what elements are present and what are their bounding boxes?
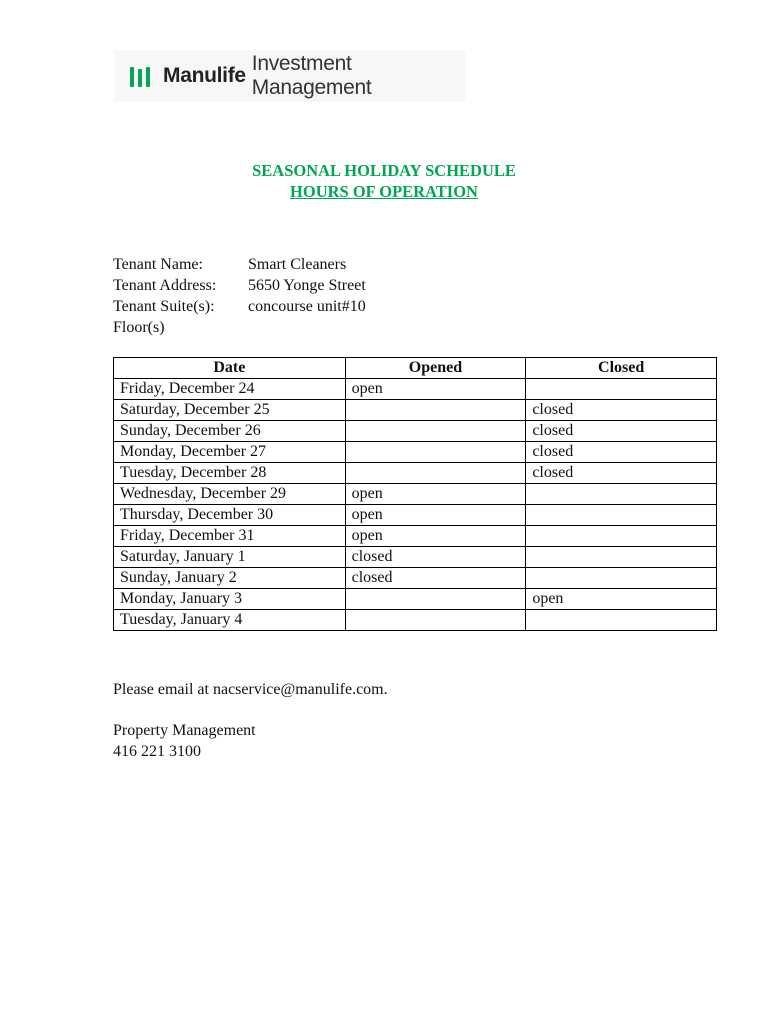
opened-cell <box>345 463 526 484</box>
table-row <box>114 421 717 442</box>
tenant-name-value: Smart Cleaners <box>248 256 347 273</box>
table-header-row <box>114 358 717 379</box>
document-subtitle-text: HOURS OF OPERATION <box>290 182 478 201</box>
date-cell: Friday, December 31 <box>114 526 346 547</box>
document-subtitle <box>0 182 768 202</box>
company-logo <box>114 50 466 102</box>
table-row <box>114 568 717 589</box>
tenant-name-row <box>113 254 366 275</box>
property-management-phone: 416 221 3100 <box>113 743 201 760</box>
table-row <box>114 442 717 463</box>
closed-cell: open <box>526 589 717 610</box>
date-cell: Monday, December 27 <box>114 442 346 463</box>
opened-cell <box>345 589 526 610</box>
tenant-suite-row <box>113 296 366 317</box>
property-management-name: Property Management <box>113 722 256 739</box>
tenant-suite-value: concourse unit#10 <box>248 298 366 315</box>
tenant-suite-label: Tenant Suite(s): <box>113 298 215 315</box>
opened-cell <box>345 400 526 421</box>
closed-cell <box>526 547 717 568</box>
tenant-name-label: Tenant Name: <box>113 256 203 273</box>
tenant-address-row <box>113 275 366 296</box>
opened-cell: open <box>345 379 526 400</box>
manulife-bars-icon <box>130 65 150 87</box>
logo-brand: Manulife <box>163 64 246 87</box>
opened-cell <box>345 610 526 631</box>
holiday-schedule-table <box>113 357 717 631</box>
opened-cell: closed <box>345 568 526 589</box>
document-title: SEASONAL HOLIDAY SCHEDULE <box>252 161 516 180</box>
date-cell: Tuesday, December 28 <box>114 463 346 484</box>
header-opened: Opened <box>345 358 526 379</box>
table-row <box>114 526 717 547</box>
table-row <box>114 610 717 631</box>
closed-cell <box>526 568 717 589</box>
date-cell: Saturday, January 1 <box>114 547 346 568</box>
opened-cell: open <box>345 526 526 547</box>
date-cell: Wednesday, December 29 <box>114 484 346 505</box>
table-row <box>114 505 717 526</box>
closed-cell <box>526 379 717 400</box>
date-cell: Sunday, January 2 <box>114 568 346 589</box>
date-cell: Sunday, December 26 <box>114 421 346 442</box>
table-row <box>114 547 717 568</box>
date-cell: Friday, December 24 <box>114 379 346 400</box>
table-row <box>114 589 717 610</box>
table-row <box>114 484 717 505</box>
table-row <box>114 463 717 484</box>
tenant-info <box>113 254 366 338</box>
closed-cell <box>526 526 717 547</box>
tenant-address-value: 5650 Yonge Street <box>248 277 366 294</box>
table-row <box>114 379 717 400</box>
property-management <box>113 720 256 762</box>
closed-cell <box>526 610 717 631</box>
opened-cell <box>345 421 526 442</box>
logo-subtitle: Investment Management <box>251 52 372 99</box>
opened-cell: closed <box>345 547 526 568</box>
closed-cell: closed <box>526 400 717 421</box>
floor-row <box>113 317 366 338</box>
date-cell: Saturday, December 25 <box>114 400 346 421</box>
opened-cell <box>345 442 526 463</box>
closed-cell: closed <box>526 442 717 463</box>
contact-email-line: Please email at nacservice@manulife.com. <box>113 681 388 698</box>
tenant-address-label: Tenant Address: <box>113 277 217 294</box>
date-cell: Tuesday, January 4 <box>114 610 346 631</box>
header-date: Date <box>114 358 346 379</box>
header-closed: Closed <box>526 358 717 379</box>
closed-cell: closed <box>526 421 717 442</box>
floor-label: Floor(s) <box>113 319 165 336</box>
table-row <box>114 400 717 421</box>
closed-cell: closed <box>526 463 717 484</box>
date-cell: Monday, January 3 <box>114 589 346 610</box>
opened-cell: open <box>345 505 526 526</box>
closed-cell <box>526 505 717 526</box>
date-cell: Thursday, December 30 <box>114 505 346 526</box>
opened-cell: open <box>345 484 526 505</box>
closed-cell <box>526 484 717 505</box>
